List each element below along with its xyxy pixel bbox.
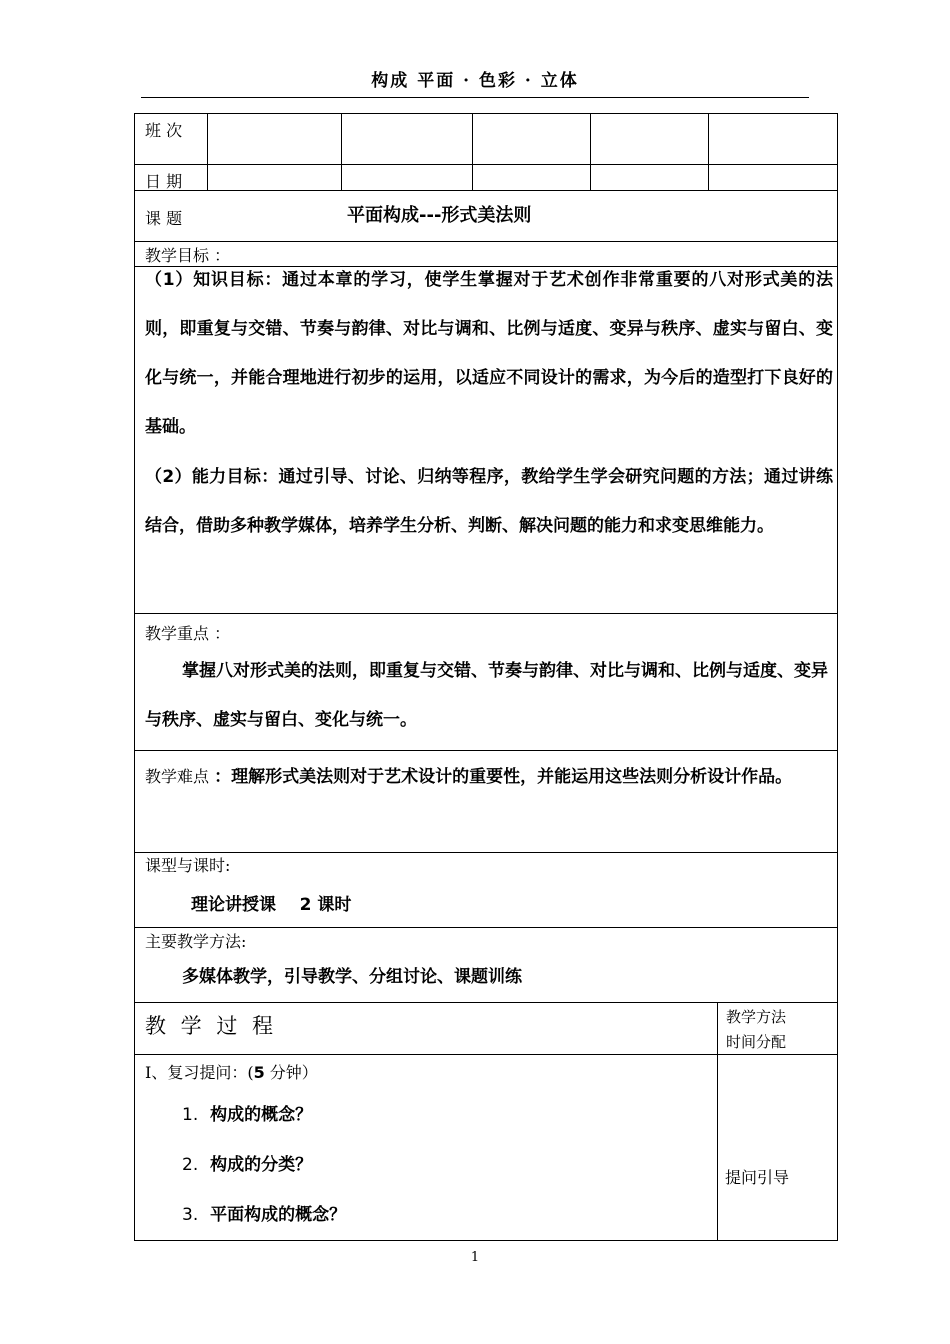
goals-label: 教学目标 ： xyxy=(145,246,231,265)
row-line xyxy=(134,750,838,751)
process-side-time: 时间分配 xyxy=(726,1033,787,1051)
key-points-label: 教学重点 ： xyxy=(145,624,231,643)
topic-label: 课 题 xyxy=(145,209,183,228)
process-side-method: 教学方法 xyxy=(726,1008,787,1026)
class-type-value: 理论讲授课 2 课时 xyxy=(191,895,352,915)
date-label: 日 期 xyxy=(145,172,183,191)
review-minutes: 5 xyxy=(253,1063,265,1082)
table-border-left xyxy=(134,113,135,1241)
running-header-title: 构成 平面 · 色彩 · 立体 xyxy=(371,71,579,91)
row-line xyxy=(134,241,838,242)
table-border-top xyxy=(134,113,838,114)
list-item xyxy=(182,1150,312,1175)
header-rule xyxy=(141,97,809,98)
question-text: 平面构成的概念？ xyxy=(210,1205,347,1225)
question-text: 构成的分类？ xyxy=(210,1155,313,1175)
topic-value: 平面构成---形式美法则 xyxy=(347,205,532,226)
row-line xyxy=(134,613,838,614)
review-method: 提问引导 xyxy=(725,1168,790,1187)
col-line xyxy=(590,113,591,190)
goal-knowledge-text: （1）知识目标：通过本章的学习，使学生掌握对于艺术创作非常重要的八对形式美的法则，即重复与交错、节奏与韵律、对比与调和、比例与适度、变异与秩序、虚实与留白、变化与统一，并能合理地进行初步的运用，以适应不同设计的需求，为今后的造型打下良好的基础。 xyxy=(145,270,833,437)
page-number: 1 xyxy=(470,1250,480,1265)
teaching-method-label: 主要教学方法: xyxy=(145,932,247,951)
difficulty-text xyxy=(145,752,833,802)
col-line xyxy=(207,113,208,190)
row-line xyxy=(134,1054,838,1055)
process-label: 教 学 过 程 xyxy=(145,1014,278,1038)
teaching-method-value: 多媒体教学，引导教学、分组讨论、课题训练 xyxy=(182,967,522,987)
review-heading xyxy=(145,1060,318,1083)
table-border-bottom xyxy=(134,1240,838,1241)
question-text: 构成的概念？ xyxy=(210,1105,313,1125)
question-number: 3. xyxy=(182,1205,199,1225)
difficulty-label: 教学难点 xyxy=(145,767,215,786)
table-border-right xyxy=(837,113,838,1241)
col-line xyxy=(717,1002,718,1241)
class-type-label: 课型与课时: xyxy=(145,856,231,875)
row-line xyxy=(134,927,838,928)
row-line xyxy=(134,852,838,853)
col-line xyxy=(341,113,342,190)
question-number: 1. xyxy=(182,1105,199,1125)
goal-ability-text: （2）能力目标：通过引导、讨论、归纳等程序，教给学生学会研究问题的方法；通过讲练结合，借助多种教学媒体，培养学生分析、判断、解决问题的能力和求变思维能力。 xyxy=(145,467,833,536)
key-points-text: 掌握八对形式美的法则，即重复与交错、节奏与韵律、对比与调和、比例与适度、变异与秩序、虚实与留白、变化与统一。 xyxy=(145,661,828,730)
row-line xyxy=(134,1002,838,1003)
review-prefix: Ⅰ、复习提问：( xyxy=(145,1063,254,1082)
row-line xyxy=(134,190,838,191)
col-line xyxy=(472,113,473,190)
class-label: 班 次 xyxy=(145,121,183,140)
difficulty-value: ：理解形式美法则对于艺术设计的重要性，并能运用这些法则分析设计作品。 xyxy=(214,767,793,787)
list-item xyxy=(182,1100,312,1125)
review-suffix: 分钟） xyxy=(264,1063,318,1082)
list-item xyxy=(182,1200,346,1225)
col-line xyxy=(708,113,709,190)
row-line xyxy=(134,164,838,165)
question-number: 2. xyxy=(182,1155,199,1175)
